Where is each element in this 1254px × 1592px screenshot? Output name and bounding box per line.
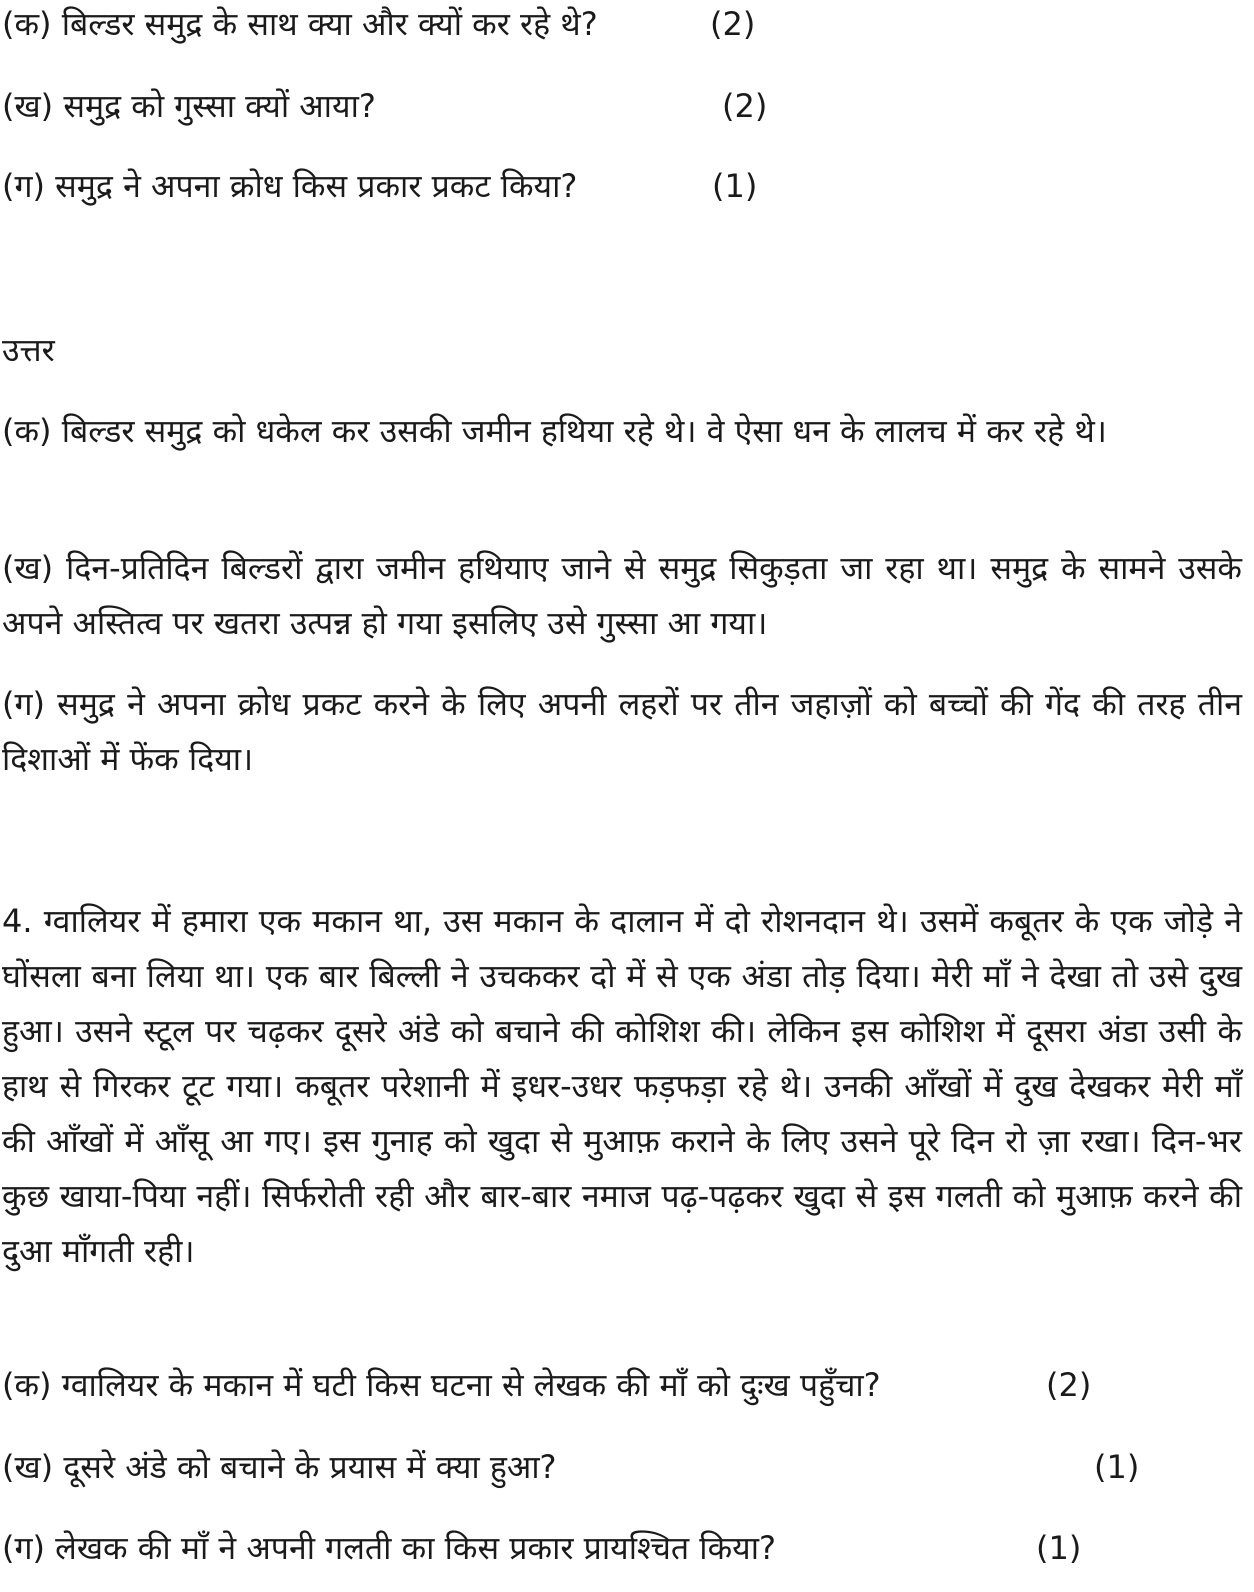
answer-paragraph-b: (ख) दिन-प्रतिदिन बिल्डरों द्वारा जमीन हथियाए जाने से समुद्र सिकुड़ता जा रहा था। समुद्र के सामने उसके अपने अस्तित्व पर खतरा उत्पन्न हो गया इसलिए उसे गुस्सा आ गया। xyxy=(2,549,1242,642)
question-marks: (2) xyxy=(722,87,768,125)
question-4b xyxy=(2,1447,557,1487)
question-1a xyxy=(2,4,598,44)
question-4a xyxy=(2,1365,881,1405)
question-1c xyxy=(2,166,577,206)
question-marks: (2) xyxy=(710,5,756,43)
question-marks: (1) xyxy=(1036,1529,1082,1567)
question-marks: (2) xyxy=(1046,1366,1092,1404)
question-marks: (1) xyxy=(1094,1448,1140,1486)
question-4c xyxy=(2,1528,776,1568)
passage-4: 4. ग्वालियर में हमारा एक मकान था, उस मकान के दालान में दो रोशनदान थे। उसमें कबूतर के एक जोड़े ने घोंसला बना लिया था। एक बार बिल्ली ने उचककर दो में से एक अंडा तोड़ दिया। मेरी माँ ने देखा तो उसे दुख हुआ। उसने स्टूल पर चढ़कर दूसरे अंडे को बचाने की कोशिश की। लेकिन इस कोशिश में दूसरा अंडा उसी के हाथ से गिरकर टूट गया। कबूतर परेशानी में इधर-उधर फड़फड़ा रहे थे। उनकी आँखों में दुख देखकर मेरी माँ की आँखों में आँसू आ गए। इस गुनाह को खुदा से मुआफ़ कराने के लिए उसने पूरे दिन रो ज़ा रखा। दिन-भर कुछ खाया-पिया नहीं। सिर्फरोती रही और बार-बार नमाज पढ़-पढ़कर खुदा से इस गलती को मुआफ़ करने की दुआ माँगती रही। xyxy=(2,902,1242,1270)
question-text: (क) बिल्डर समुद्र के साथ क्या और क्यों कर रहे थे? xyxy=(2,5,598,43)
question-text: (ग) समुद्र ने अपना क्रोध किस प्रकार प्रकट किया? xyxy=(2,167,578,205)
question-1b xyxy=(2,86,376,126)
question-text: (क) ग्वालियर के मकान में घटी किस घटना से लेखक की माँ को दुःख पहुँचा? xyxy=(2,1366,881,1404)
question-text: (ख) समुद्र को गुस्सा क्यों आया? xyxy=(2,87,376,125)
question-text: (ख) दूसरे अंडे को बचाने के प्रयास में क्या हुआ? xyxy=(2,1448,557,1486)
question-text: (ग) लेखक की माँ ने अपनी गलती का किस प्रकार प्रायश्चित किया? xyxy=(2,1529,777,1567)
answer-paragraph-c: (ग) समुद्र ने अपना क्रोध प्रकट करने के लिए अपनी लहरों पर तीन जहाज़ों को बच्चों की गेंद की तरह तीन दिशाओं में फेंक दिया। xyxy=(2,685,1242,778)
answer-heading: उत्तर xyxy=(2,331,55,369)
question-marks: (1) xyxy=(712,167,758,205)
answer-paragraph-a: (क) बिल्डर समुद्र को धकेल कर उसकी जमीन हथिया रहे थे। वे ऐसा धन के लालच में कर रहे थे। xyxy=(2,412,1107,450)
